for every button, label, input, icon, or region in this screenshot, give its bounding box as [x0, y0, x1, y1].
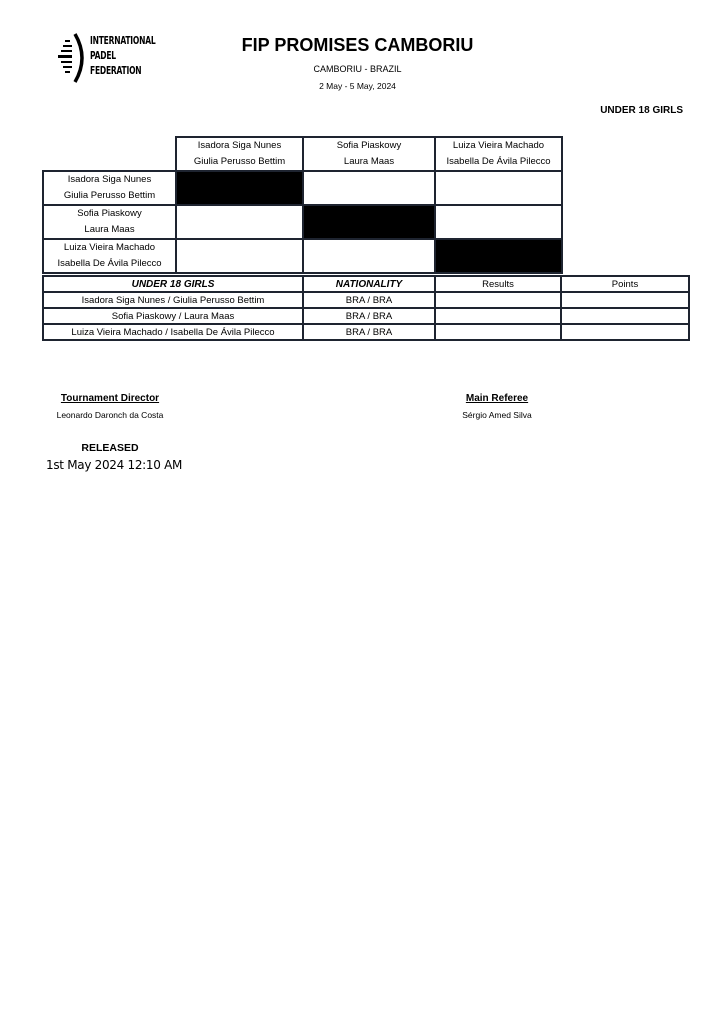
grid-cell: [435, 171, 562, 205]
player-name: Laura Maas: [343, 156, 395, 167]
grid-col-header: [176, 137, 303, 171]
results-cell: [435, 308, 561, 324]
grid-col-header: [435, 137, 562, 171]
category-label: UNDER 18 GIRLS: [600, 105, 683, 116]
results-header-row: [43, 276, 689, 292]
results-cell: [435, 324, 561, 340]
grid-cell: [303, 171, 435, 205]
nationality-cell: BRA / BRA: [303, 308, 435, 324]
referee-label: Main Referee: [465, 393, 529, 404]
page-title: FIP PROMISES CAMBORIU: [241, 35, 474, 55]
table-row: [43, 324, 689, 340]
player-name: Isabella De Ávila Pilecco: [446, 156, 551, 167]
grid-cell-self: [435, 239, 562, 273]
player-name: Luiza Vieira Machado: [452, 140, 545, 151]
grid-row: [43, 171, 562, 205]
grid-row-header: [43, 171, 176, 205]
header-points: Points: [561, 276, 689, 292]
referee-name: Sérgio Amed Silva: [462, 410, 532, 420]
grid-row-header: [43, 239, 176, 273]
nationality-cell: BRA / BRA: [303, 324, 435, 340]
grid-row: [43, 239, 562, 273]
points-cell: [561, 308, 689, 324]
team-cell: Sofia Piaskowy / Laura Maas: [43, 308, 303, 324]
results-table: [42, 275, 690, 341]
released-label: RELEASED: [81, 442, 139, 454]
logo-line: PADEL: [90, 50, 116, 62]
player-name: Sofia Piaskowy: [77, 208, 142, 219]
header-nationality: NATIONALITY: [303, 276, 435, 292]
dates: 2 May - 5 May, 2024: [319, 81, 396, 91]
player-name: Isadora Siga Nunes: [197, 140, 282, 151]
team-cell: Luiza Vieira Machado / Isabella De Ávila Pilecco: [43, 324, 303, 340]
player-name: Giulia Perusso Bettim: [63, 190, 156, 201]
player-name: Isadora Siga Nunes: [67, 174, 152, 185]
nationality-cell: BRA / BRA: [303, 292, 435, 308]
grid-cell: [435, 205, 562, 239]
points-cell: [561, 324, 689, 340]
grid-cell-self: [176, 171, 303, 205]
results-cell: [435, 292, 561, 308]
table-row: [43, 308, 689, 324]
table-row: [43, 292, 689, 308]
grid-col-header: [303, 137, 435, 171]
grid-cell: [176, 205, 303, 239]
released-datetime: 1st May 2024 12:10 AM: [46, 458, 183, 472]
points-cell: [561, 292, 689, 308]
grid-corner: [43, 137, 176, 171]
grid-row: [43, 205, 562, 239]
team-cell: Isadora Siga Nunes / Giulia Perusso Bettim: [43, 292, 303, 308]
location: CAMBORIU - BRAZIL: [313, 64, 402, 74]
header-category: UNDER 18 GIRLS: [43, 276, 303, 292]
director-name: Leonardo Daronch da Costa: [56, 410, 164, 420]
logo-line: FEDERATION: [90, 65, 142, 77]
grid-cell: [303, 239, 435, 273]
player-name: Sofia Piaskowy: [336, 140, 402, 151]
player-name: Giulia Perusso Bettim: [193, 156, 286, 167]
logo-line: INTERNATIONAL: [90, 35, 156, 47]
director-label: Tournament Director: [60, 393, 160, 404]
grid-row-header: [43, 205, 176, 239]
grid-cell-self: [303, 205, 435, 239]
grid-header-row: [43, 137, 562, 171]
player-name: Laura Maas: [84, 224, 135, 235]
player-name: Luiza Vieira Machado: [63, 242, 156, 253]
header-results: Results: [435, 276, 561, 292]
player-name: Isabella De Ávila Pilecco: [57, 258, 162, 269]
grid-cell: [176, 239, 303, 273]
round-robin-grid: [42, 136, 563, 274]
